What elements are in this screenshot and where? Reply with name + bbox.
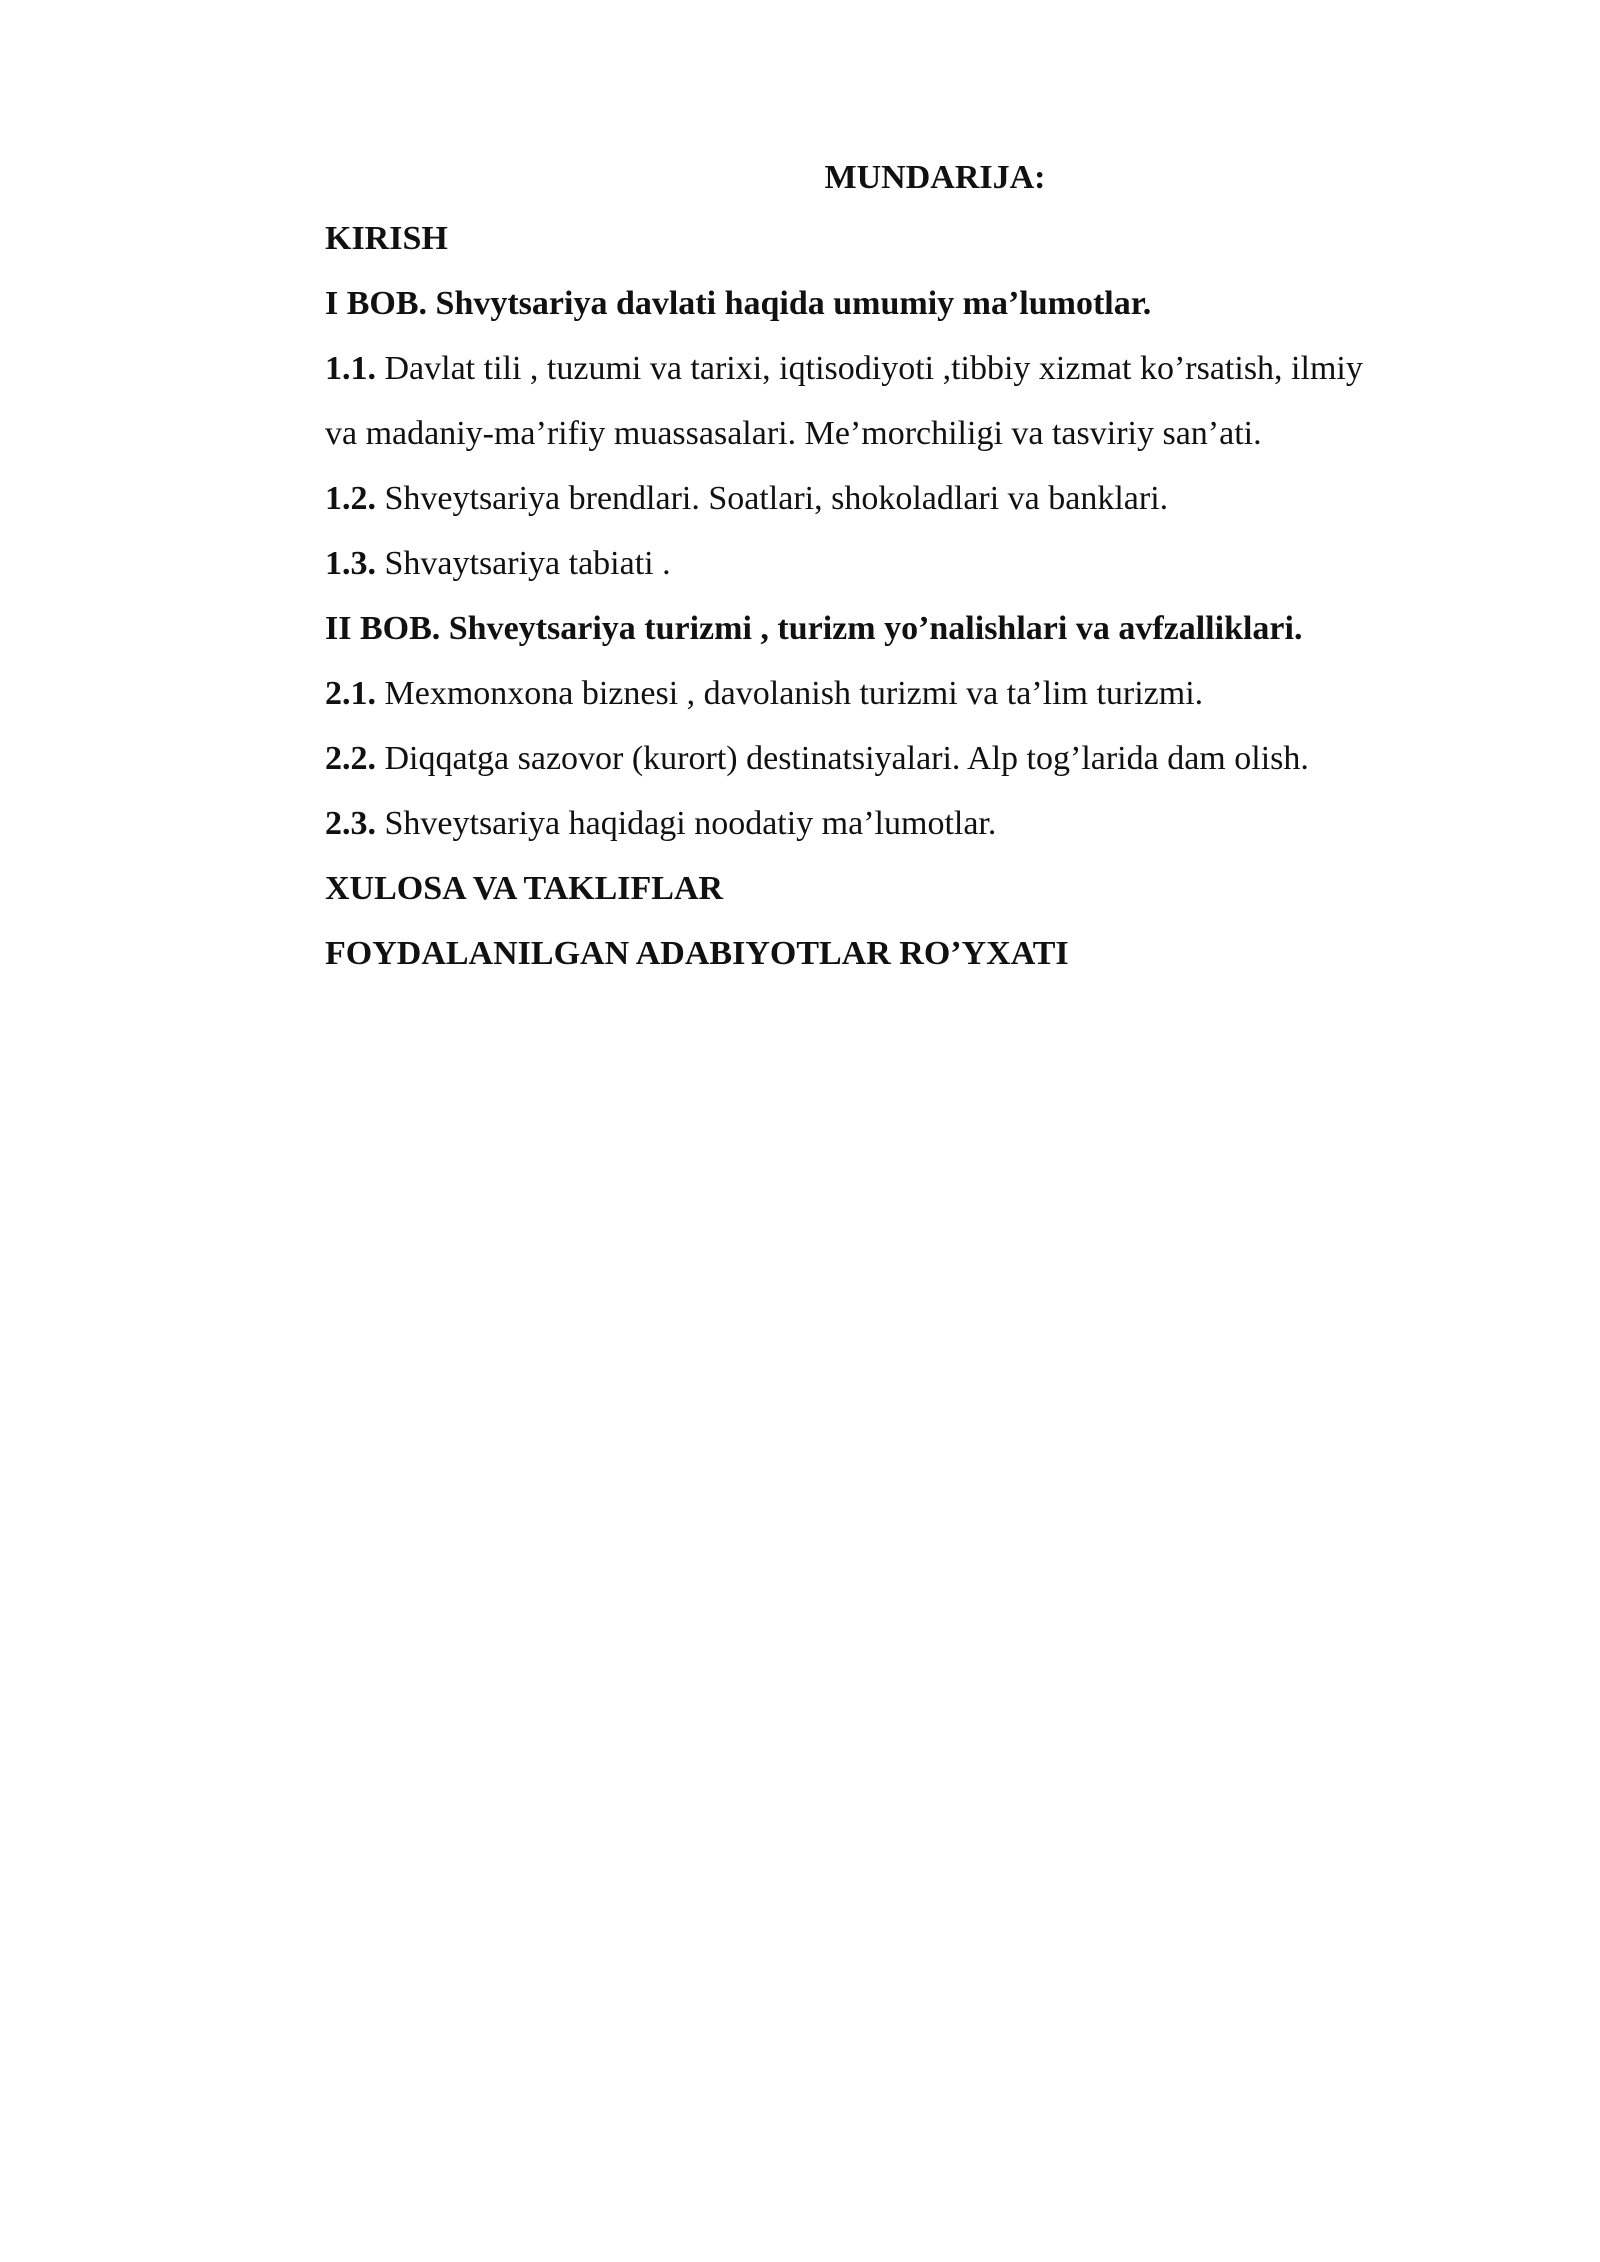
toc-entry-references: FOYDALANILGAN ADABIYOTLAR RO’YXATI	[325, 935, 1069, 972]
section-number: 2.1.	[325, 675, 376, 712]
section-number: 1.2.	[325, 480, 376, 517]
toc-section-1-1-continued	[325, 401, 1505, 466]
toc-section-1-2	[325, 466, 1505, 531]
section-number: 1.1.	[325, 350, 376, 387]
section-text: Mexmonxona biznesi , davolanish turizmi va ta’lim turizmi.	[384, 675, 1204, 712]
section-text: Shveytsariya brendlari. Soatlari, shokoladlari va banklari.	[384, 480, 1169, 517]
section-text: Shveytsariya haqidagi noodatiy ma’lumotlar.	[384, 805, 997, 842]
section-text: va madaniy-ma’rifiy muassasalari. Me’morchiligi va tasviriy san’ati.	[325, 415, 1262, 452]
section-number: 2.2.	[325, 740, 376, 777]
toc-entry-intro: KIRISH	[325, 220, 448, 257]
section-text: Davlat tili , tuzumi va tarixi, iqtisodiyoti ,tibbiy xizmat ko’rsatish, ilmiy	[384, 350, 1363, 387]
toc-section-2-2	[325, 726, 1505, 791]
toc-section-1-1	[325, 336, 1505, 401]
toc-section-2-1	[325, 661, 1505, 726]
section-number: 2.3.	[325, 805, 376, 842]
toc-chapter-2-title: II BOB. Shveytsariya turizmi , turizm yo’nalishlari va avfzalliklari.	[325, 610, 1303, 647]
toc-title: MUNDARIJA:	[824, 159, 1046, 196]
toc-entry-conclusion: XULOSA VA TAKLIFLAR	[325, 870, 724, 907]
section-text: Diqqatga sazovor (kurort) destinatsiyalari. Alp tog’larida dam olish.	[384, 740, 1309, 777]
table-of-contents	[325, 150, 1505, 986]
toc-section-1-3	[325, 531, 1505, 596]
section-text: Shvaytsariya tabiati .	[384, 545, 671, 582]
section-number: 1.3.	[325, 545, 376, 582]
toc-section-2-3	[325, 791, 1505, 856]
toc-chapter-1-title: I BOB. Shvytsariya davlati haqida umumiy ma’lumotlar.	[325, 285, 1152, 322]
